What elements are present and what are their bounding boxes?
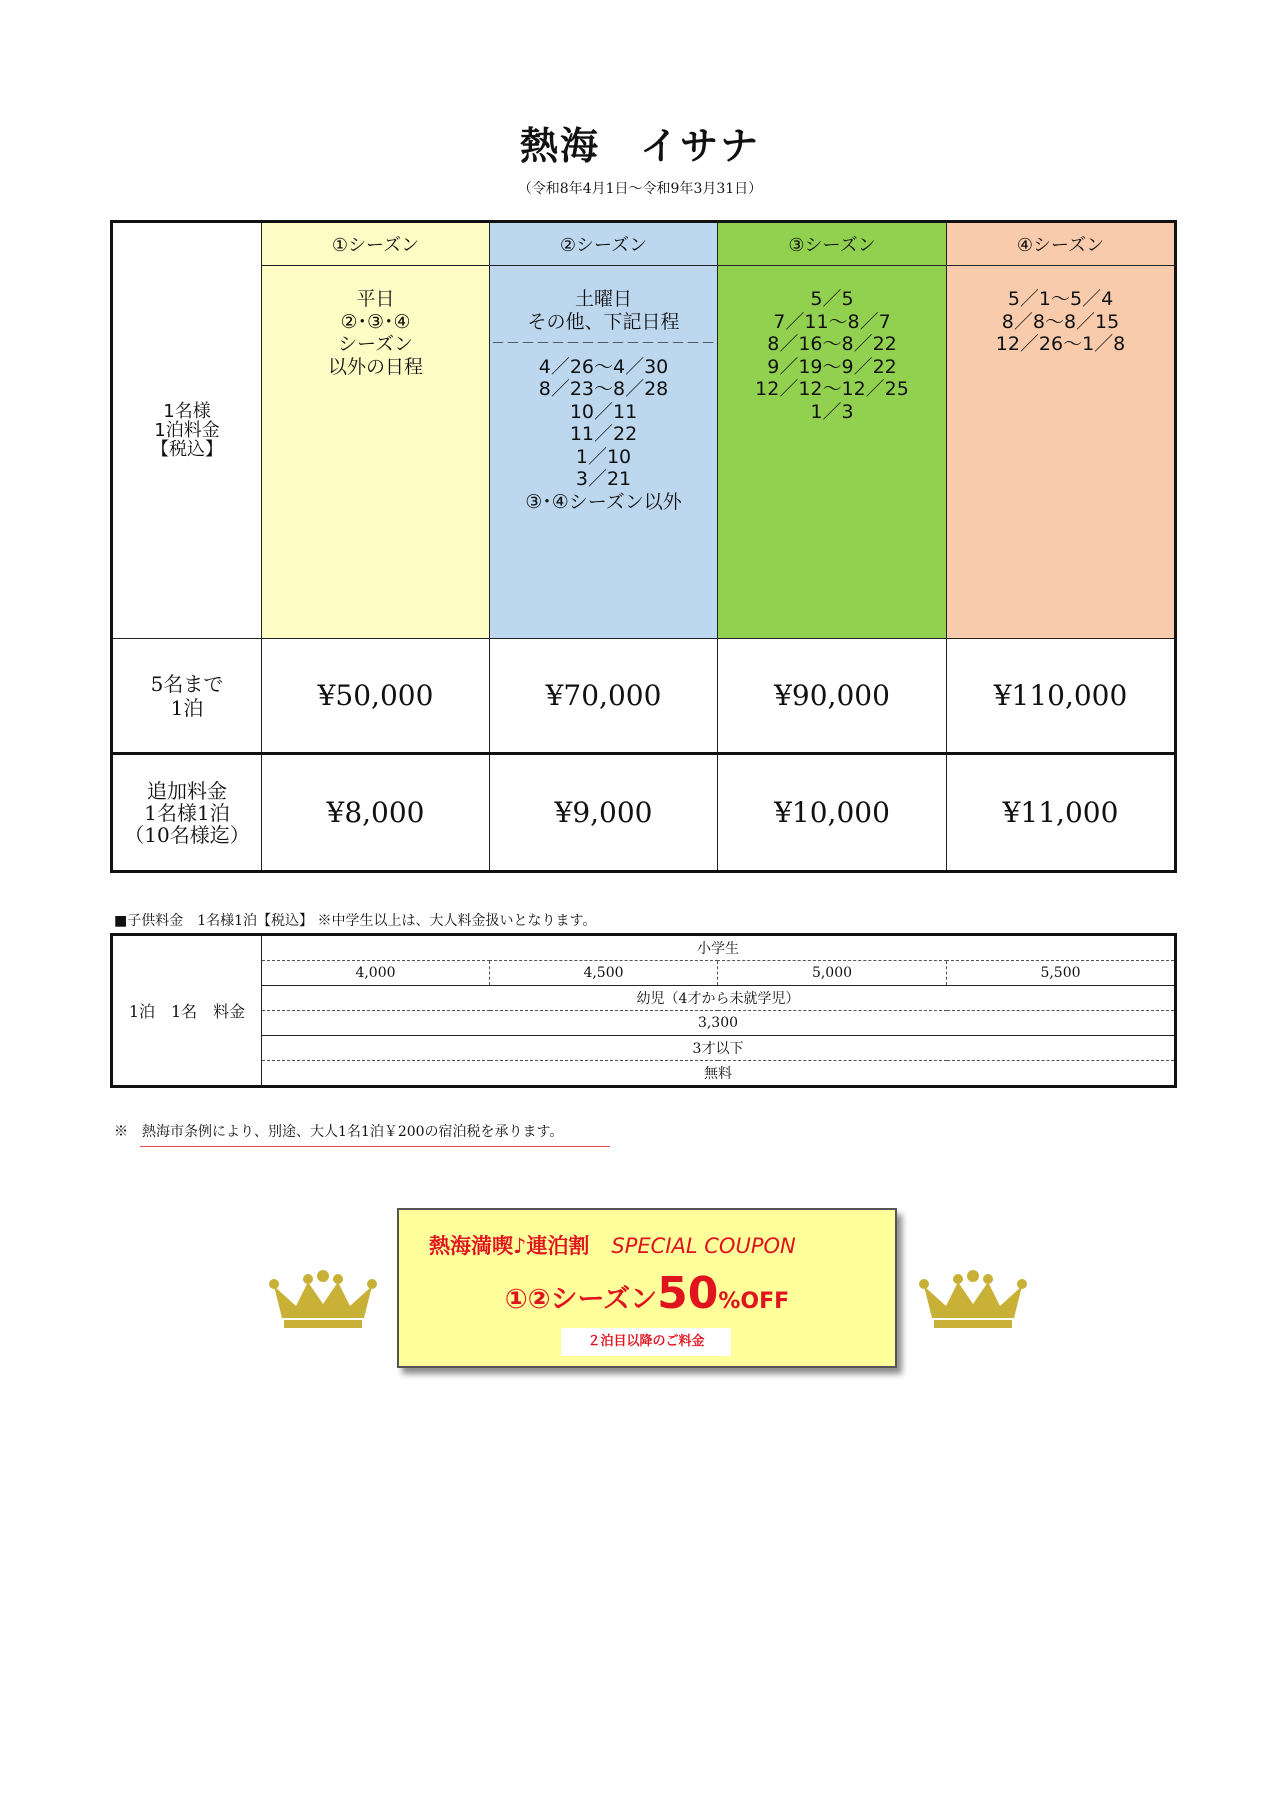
extra-charge-label: 追加料金 1名様1泊 （10名様迄）: [112, 754, 262, 872]
coupon-heading: 熱海満喫♪連泊割 SPECIAL COUPON: [429, 1234, 796, 1258]
infant-price: 3,300: [262, 1011, 1176, 1036]
season-2-header: ②シーズン: [490, 222, 718, 266]
base-price-label: 5名まで 1泊: [112, 639, 262, 754]
kids-note: ■子供料金 1名様1泊【税込】 ※中学生以上は、大人料金扱いとなります。: [114, 913, 597, 929]
season-3-header: ③シーズン: [718, 222, 947, 266]
infant-label: 幼児（4才から未就学児）: [262, 986, 1176, 1011]
page-title: 熱海 イサナ: [519, 123, 760, 168]
tax-note: ※ 熱海市条例により、別途、大人1名1泊￥200の宿泊税を承ります。: [114, 1124, 564, 1140]
extra-charge-table: [110, 752, 1177, 873]
per-person-label: 1名様 1泊料金 【税込】: [112, 222, 262, 639]
season-1-dates: 平日 ②･③･④ シーズン 以外の日程: [262, 266, 490, 639]
crown-icon: [918, 1270, 1028, 1330]
coupon-discount: ①②シーズン50%OFF: [504, 1268, 790, 1319]
kids-row-label: 1泊 1名 料金: [112, 935, 262, 1087]
base-price-season-1: ¥50,000: [262, 639, 490, 754]
elementary-price-4: 5,500: [947, 961, 1176, 986]
extra-price-season-1: ¥8,000: [262, 754, 490, 872]
season-4-header: ④シーズン: [947, 222, 1176, 266]
elementary-price-2: 4,500: [490, 961, 718, 986]
crown-icon: [268, 1270, 378, 1330]
season-2-dates: 土曜日 その他、下記日程 －－－－－－－－－－－－－－－ 4／26～4／30 8／23～8／28 10／11 11／22 1／10 3／21 ③･④シーズン以外: [490, 266, 718, 639]
base-price-season-2: ¥70,000: [490, 639, 718, 754]
kids-price-table: [110, 933, 1177, 1088]
coupon-special-label: SPECIAL COUPON: [611, 1234, 796, 1258]
base-price-season-4: ¥110,000: [947, 639, 1176, 754]
extra-price-season-3: ¥10,000: [718, 754, 947, 872]
elementary-price-1: 4,000: [262, 961, 490, 986]
elementary-price-3: 5,000: [718, 961, 947, 986]
tax-note-underline: [140, 1146, 610, 1147]
extra-price-season-4: ¥11,000: [947, 754, 1176, 872]
elementary-label: 小学生: [262, 935, 1176, 961]
toddler-price: 無料: [704, 1066, 732, 1082]
special-coupon: [397, 1208, 897, 1368]
season-1-header: ①シーズン: [262, 222, 490, 266]
extra-price-season-2: ¥9,000: [490, 754, 718, 872]
base-price-season-3: ¥90,000: [718, 639, 947, 754]
coupon-badge: ２泊目以降のご料金: [561, 1328, 731, 1356]
toddler-label: 3才以下: [262, 1036, 1176, 1061]
season-3-dates: 5／5 7／11～8／7 8／16～8／22 9／19～9／22 12／12～12／25 1／3: [718, 266, 947, 639]
season-4-dates: 5／1～5／4 8／8～8／15 12／26～1／8: [947, 266, 1176, 639]
season-price-table: [110, 220, 1177, 755]
period: （令和8年4月1日～令和9年3月31日）: [517, 181, 763, 197]
